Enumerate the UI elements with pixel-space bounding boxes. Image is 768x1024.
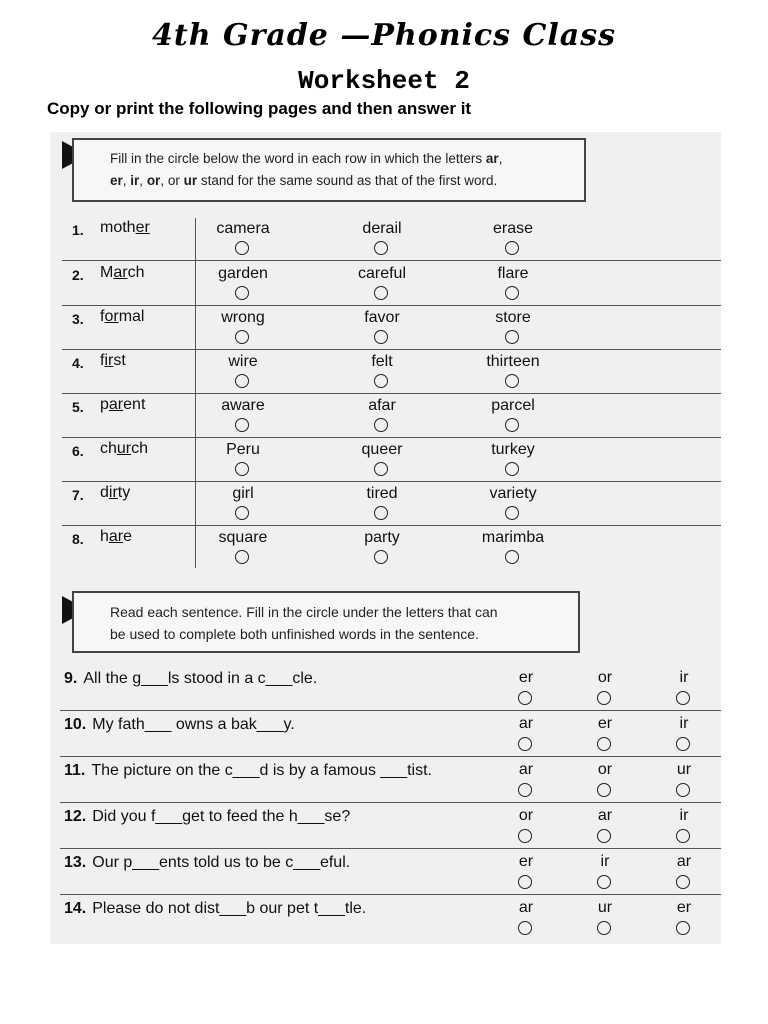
answer-choice-word: derail [362, 220, 402, 237]
worksheet-subtitle: Worksheet 2 [298, 66, 470, 96]
answer-choice-word: thirteen [486, 353, 540, 370]
letter-choice: or [597, 669, 613, 686]
letter-choice: ar [518, 715, 534, 732]
answer-circle[interactable] [374, 506, 388, 520]
letter-choice: ir [600, 853, 610, 870]
target-word [100, 440, 148, 458]
answer-choice-word: favor [364, 309, 400, 326]
word-sound-letters: ir [108, 484, 118, 501]
answer-circle[interactable] [597, 783, 611, 797]
s1-dir-p0: Fill in the circle below the word in each row in which the letters [110, 151, 486, 166]
answer-choice-word: girl [232, 485, 254, 502]
answer-circle[interactable] [597, 737, 611, 751]
word-suffix: ch [131, 440, 149, 457]
word-suffix: e [123, 528, 133, 545]
word-sound-letters: ur [116, 440, 132, 457]
question-number: 7. [72, 487, 84, 503]
answer-circle[interactable] [518, 829, 532, 843]
target-word [100, 308, 144, 326]
answer-circle[interactable] [374, 550, 388, 564]
question-number: 5. [72, 399, 84, 415]
word-prefix: M [100, 264, 114, 281]
letter-choice: or [597, 761, 613, 778]
s1-dir-p7: or [146, 173, 161, 188]
target-word [100, 264, 144, 282]
answer-circle[interactable] [505, 286, 519, 300]
word-prefix: p [100, 396, 109, 413]
answer-choice-word: garden [218, 265, 268, 282]
sentence-row [64, 762, 432, 780]
row-divider [62, 260, 721, 261]
s1-dir-p6: , [139, 173, 147, 188]
answer-circle[interactable] [505, 330, 519, 344]
answer-circle[interactable] [374, 462, 388, 476]
answer-circle[interactable] [676, 921, 690, 935]
answer-choice-word: party [364, 529, 400, 546]
answer-circle[interactable] [235, 374, 249, 388]
word-prefix: moth [100, 219, 136, 236]
word-sound-letters: er [135, 219, 150, 236]
sentence-text: Did you f___get to feed the h___se? [92, 808, 351, 825]
answer-circle[interactable] [676, 691, 690, 705]
sentence-row [64, 854, 350, 872]
question-number: 4. [72, 355, 84, 371]
answer-circle[interactable] [518, 783, 532, 797]
answer-circle[interactable] [235, 506, 249, 520]
sentence-text: My fath___ owns a bak___y. [92, 716, 295, 733]
answer-circle[interactable] [374, 330, 388, 344]
section2-directions [72, 591, 580, 653]
sentence-row [64, 670, 317, 688]
answer-circle[interactable] [597, 691, 611, 705]
target-word [100, 396, 145, 414]
answer-circle[interactable] [505, 462, 519, 476]
answer-choice-word: marimba [481, 529, 545, 546]
question-number: 2. [72, 267, 84, 283]
answer-choice-word: store [495, 309, 531, 326]
question-number: 8. [72, 531, 84, 547]
worksheet-page [50, 132, 721, 944]
word-prefix: f [100, 308, 105, 325]
row-divider [60, 710, 721, 711]
answer-circle[interactable] [235, 241, 249, 255]
answer-circle[interactable] [597, 875, 611, 889]
answer-choice-word: tired [366, 485, 398, 502]
row-divider [62, 481, 721, 482]
answer-choice-word: afar [368, 397, 396, 414]
s2-dir-line1: Read each sentence. Fill in the circle under the letters that can [110, 604, 498, 620]
word-sound-letters: or [104, 308, 119, 325]
sentence-text: The picture on the c___d is by a famous ___tist. [91, 762, 432, 779]
target-word [100, 219, 150, 237]
s1-dir-p8: , or [160, 173, 184, 188]
answer-circle[interactable] [235, 286, 249, 300]
row-divider [60, 894, 721, 895]
answer-circle[interactable] [374, 241, 388, 255]
sentence-text: Our p___ents told us to be c___eful. [92, 854, 351, 871]
s1-dir-p2: , [498, 151, 503, 166]
letter-choice: ar [597, 807, 613, 824]
word-sound-letters: ar [108, 396, 124, 413]
answer-choice-word: camera [216, 220, 270, 237]
answer-circle[interactable] [235, 462, 249, 476]
answer-circle[interactable] [374, 418, 388, 432]
question-number: 11. [64, 762, 86, 779]
s2-dir-line2: be used to complete both unfinished words in the sentence. [110, 626, 479, 642]
letter-choice: or [518, 807, 534, 824]
question-number: 6. [72, 443, 84, 459]
page-title: 4th Grade —Phonics Class [151, 18, 617, 53]
letter-choice: ur [676, 761, 692, 778]
question-number: 12. [64, 808, 87, 825]
question-number: 14. [64, 900, 87, 917]
page-instruction: Copy or print the following pages and then answer it [47, 99, 472, 118]
s1-dir-p5: ir [130, 173, 140, 188]
word-sound-letters: ar [113, 264, 128, 281]
sentence-text: All the g___ls stood in a c___cle. [83, 670, 318, 687]
target-word [100, 484, 130, 502]
s1-dir-p3: er [110, 173, 123, 188]
row-divider [62, 305, 721, 306]
letter-choice: er [597, 715, 613, 732]
answer-circle[interactable] [505, 374, 519, 388]
row-divider [62, 525, 721, 526]
answer-circle[interactable] [505, 506, 519, 520]
letter-choice: er [518, 853, 534, 870]
answer-circle[interactable] [235, 330, 249, 344]
s1-dir-p10: stand for the same sound as that of the first word. [197, 173, 498, 188]
answer-choice-word: parcel [491, 397, 535, 414]
answer-circle[interactable] [597, 921, 611, 935]
section1-directions [72, 138, 586, 202]
s1-dir-p9: ur [183, 173, 198, 188]
word-suffix: ty [117, 484, 131, 501]
letter-choice: er [676, 899, 692, 916]
question-number: 9. [64, 670, 78, 687]
answer-circle[interactable] [374, 286, 388, 300]
letter-choice: ar [518, 761, 534, 778]
word-prefix: ch [100, 440, 117, 457]
answer-circle[interactable] [505, 550, 519, 564]
target-word [100, 352, 126, 370]
answer-circle[interactable] [505, 241, 519, 255]
word-suffix: mal [118, 308, 145, 325]
s1-dir-p4: , [122, 173, 131, 188]
word-sound-letters: ir [104, 352, 114, 369]
answer-choice-word: variety [489, 485, 537, 502]
answer-circle[interactable] [235, 550, 249, 564]
row-divider [60, 756, 721, 757]
word-prefix: h [100, 528, 109, 545]
answer-circle[interactable] [518, 691, 532, 705]
word-suffix: st [113, 352, 126, 369]
question-number: 13. [64, 854, 87, 871]
sentence-row [64, 716, 295, 734]
row-divider [60, 848, 721, 849]
answer-choice-word: turkey [491, 441, 535, 458]
word-prefix: d [100, 484, 109, 501]
answer-choice-word: Peru [226, 441, 260, 458]
answer-choice-word: flare [497, 265, 529, 282]
s1-dir-p1: ar [485, 151, 499, 166]
word-prefix: f [100, 352, 105, 369]
answer-circle[interactable] [676, 829, 690, 843]
answer-choice-word: felt [371, 353, 393, 370]
word-sound-letters: ar [108, 528, 124, 545]
answer-circle[interactable] [505, 418, 519, 432]
answer-circle[interactable] [235, 418, 249, 432]
answer-circle[interactable] [518, 875, 532, 889]
answer-circle[interactable] [676, 783, 690, 797]
row-divider [62, 437, 721, 438]
answer-circle[interactable] [518, 921, 532, 935]
answer-circle[interactable] [676, 875, 690, 889]
word-suffix: ent [123, 396, 146, 413]
letter-choice: ir [679, 669, 689, 686]
sentence-row [64, 808, 350, 826]
letter-choice: ar [676, 853, 692, 870]
answer-choice-word: aware [221, 397, 265, 414]
question-number: 1. [72, 222, 84, 238]
target-word [100, 528, 132, 546]
answer-circle[interactable] [374, 374, 388, 388]
answer-choice-word: square [218, 529, 268, 546]
sentence-row [64, 900, 366, 918]
letter-choice: ur [597, 899, 613, 916]
answer-choice-word: wrong [221, 309, 265, 326]
answer-choice-word: queer [361, 441, 403, 458]
letter-choice: ar [518, 899, 534, 916]
answer-choice-word: erase [492, 220, 534, 237]
sentence-text: Please do not dist___b our pet t___tle. [92, 900, 367, 917]
row-divider [62, 393, 721, 394]
answer-circle[interactable] [597, 829, 611, 843]
answer-circle[interactable] [518, 737, 532, 751]
letter-choice: ir [679, 715, 689, 732]
answer-choice-word: careful [357, 265, 407, 282]
question-number: 10. [64, 716, 87, 733]
answer-choice-word: wire [228, 353, 258, 370]
question-number: 3. [72, 311, 84, 327]
row-divider [62, 349, 721, 350]
letter-choice: er [518, 669, 534, 686]
row-divider [60, 802, 721, 803]
letter-choice: ir [679, 807, 689, 824]
word-suffix: ch [127, 264, 145, 281]
answer-circle[interactable] [676, 737, 690, 751]
